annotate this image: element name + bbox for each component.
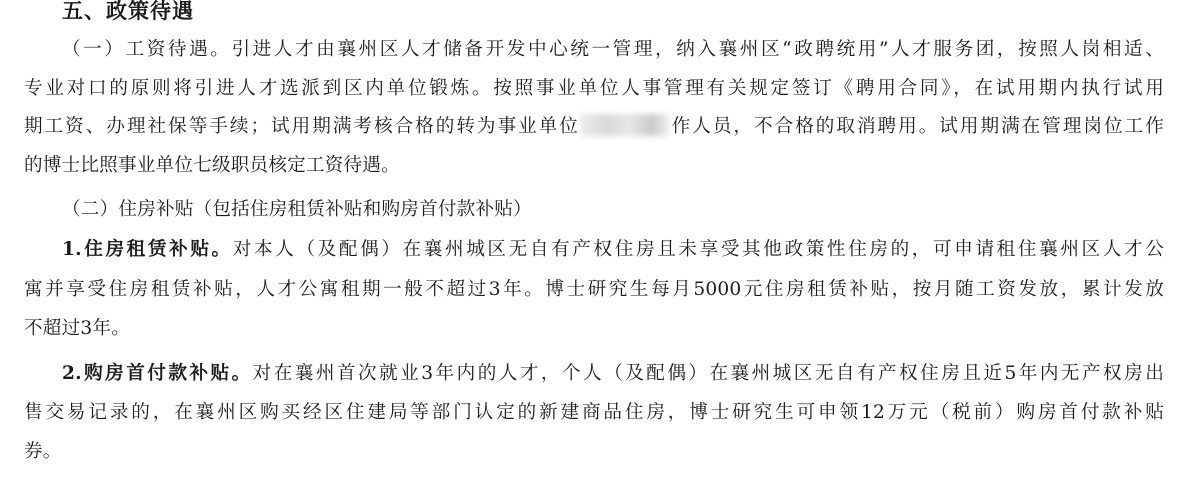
rental-subsidy-line-1 (62, 236, 1164, 264)
salary-line-3-part-b: 作人员，不合格的取消聘用。试用期满在管理岗位工作 (669, 116, 1164, 137)
salary-line-4: 的博士比照事业单位七级职员核定工资待遇。 (24, 155, 400, 176)
salary-line-1: （一）工资待遇。引进人才由襄州区人才储备开发中心统一管理，纳入襄州区“政聘统用”人才服务团，按照人岗相适、 (62, 39, 1164, 60)
purchase-subsidy-line-3: 券。 (24, 441, 62, 462)
purchase-subsidy-line-1 (62, 360, 1164, 388)
purchase-subsidy-line-2: 售交易记录的，在襄州区购买经区住建局等部门认定的新建商品住房，博士研究生可申领12万元（税前）购房首付款补贴 (24, 402, 1164, 423)
redaction-blur (580, 114, 670, 136)
rental-subsidy-label: 1.住房租赁补贴。 (62, 239, 233, 260)
rental-subsidy-text-1: 对本人（及配偶）在襄州城区无自有产权住房且未享受其他政策性住房的，可申请租住襄州区人才公 (232, 239, 1164, 260)
purchase-subsidy-text-1: 对在襄州首次就业3年内的人才，个人（及配偶）在襄州城区无自有产权住房且近5年内无产权房出 (252, 363, 1164, 384)
purchase-subsidy-label: 2.购房首付款补贴。 (62, 363, 253, 384)
housing-subsidy-title: （二）住房补贴（包括住房租赁补贴和购房首付款补贴） (62, 199, 532, 220)
salary-line-3 (24, 113, 1164, 141)
section-heading: 五、政策待遇 (62, 0, 194, 23)
rental-subsidy-line-3: 不超过3年。 (24, 318, 130, 339)
salary-line-3-part-a: 期工资、办理社保等手续；试用期满考核合格的转为事业单位 (24, 116, 580, 137)
salary-line-2: 专业对口的原则将引进人才选派到区内单位锻炼。按照事业单位人事管理有关规定签订《聘用合同》，在试用期内执行试用 (24, 78, 1164, 99)
rental-subsidy-line-2: 寓并享受住房租赁补贴，人才公寓租期一般不超过3年。博士研究生每月5000元住房租赁补贴，按月随工资发放，累计发放 (24, 279, 1164, 300)
